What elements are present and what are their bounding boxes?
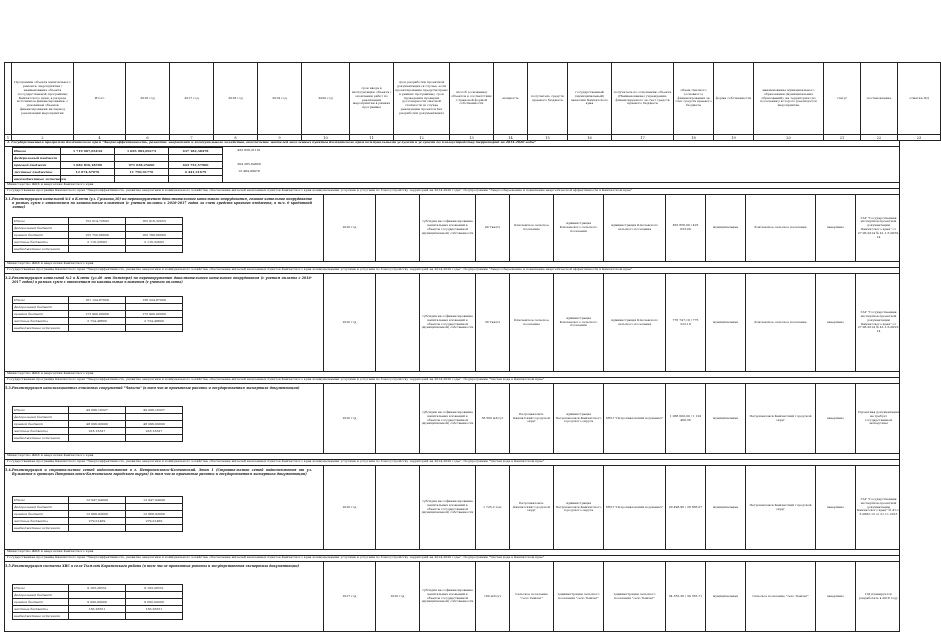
- project-year: 2016 год: [323, 466, 375, 549]
- fin-label: местные бюджеты: [13, 318, 69, 325]
- project-number: 5.3.: [5, 386, 12, 390]
- project-power: 100 м3/сут: [475, 562, 509, 631]
- project-customer: Администрация Ключевского сельского поселения: [553, 274, 603, 371]
- project-mo: Ключевское сельское поселение: [745, 274, 815, 371]
- finance-row: [13, 504, 183, 511]
- project-org: МУП "Петропавловский водоканал": [603, 384, 665, 453]
- fin-2016: 12 947,94049: [126, 497, 183, 504]
- fin-label: федеральный бюджет: [13, 504, 69, 511]
- fin-label: внебюджетные источники: [13, 613, 69, 620]
- project-power: 40 Гкал/ч: [475, 195, 509, 261]
- project-mo: Ключевское сельское поселение: [745, 195, 815, 261]
- fin-total: 163,26551: [69, 606, 126, 613]
- project-doc: ГАУ "Государственная экспертиза проектной документации Камчатского края" от 27.08.2014 № 41-1-5-0025-14: [855, 274, 901, 371]
- finance-row: [13, 421, 183, 428]
- project-number: 5.4.: [5, 468, 12, 472]
- program-finance-table: [12, 147, 223, 183]
- project-number: 3.1.: [5, 197, 12, 201]
- project-recipient: Сельское поселение "село Тымлат": [509, 562, 553, 631]
- fin-label: внебюджетные источники: [14, 177, 66, 181]
- project-org: Администрация Ключевского сельского поселения: [603, 195, 665, 261]
- subprogram-band: Государственная программа Камчатского края "Энергоэффективность, развитие энергетики и коммунального хозяйства, обеспечение жителей населенных пунктов Камчатского края коммунальными услугами и услугами по благоустройству территорий на 2014-2020 годы". Подпрограмма "Энергосбережение и повышение энергетической эффективности в Камчатском крае": [4, 268, 900, 274]
- project-status: завершено: [815, 274, 855, 371]
- project-5-3: [4, 384, 900, 454]
- project-finance-table: [12, 217, 183, 253]
- fin-label: местные бюджеты: [13, 606, 69, 613]
- fin-total: 918,16327: [69, 428, 126, 435]
- fin-total: 155 750,08000: [69, 232, 126, 239]
- header-col-10: способ (основание) объектов в соответствии с правовой формой собственности: [450, 63, 494, 135]
- fin-2016: 971 038,25660: [115, 162, 169, 169]
- project-3-1: [4, 195, 900, 262]
- finance-row: [13, 246, 183, 253]
- col-number: 15: [528, 135, 568, 141]
- finance-row: [13, 518, 183, 525]
- project-recipient: Ключевское сельское поселение: [509, 195, 553, 261]
- project-recipient: Ключевское сельское поселение: [509, 274, 553, 371]
- fin-total: 173 900,00000: [69, 311, 126, 318]
- project-sum: 776 747,19 / 775 222,19: [665, 274, 705, 371]
- project-customer: Администрация Петропавловск-Камчатского городского округа: [553, 384, 603, 453]
- fin-label: внебюджетные источники: [13, 246, 69, 253]
- fin-total: 12 947,94049: [69, 497, 126, 504]
- project-5-4: [4, 466, 900, 550]
- project-sum: 825 858,09 / 425 033,09: [665, 195, 705, 261]
- project-power: 30 Гкал/ч: [475, 274, 509, 371]
- project-org: Администрация сельского поселения "село Тымлат": [603, 562, 665, 631]
- col-number: 21: [824, 135, 861, 141]
- header-col-9: срок разработки проектной документации (в случае, если проектирование предусмотрено в рамках программы), срок проведения проверки достоверности сметной стоимости (в случае реализации проектов без разработки документации): [394, 63, 450, 135]
- fin-2017: 4 441,21679: [169, 169, 223, 176]
- fin-total: 9 163,26551: [69, 585, 126, 592]
- project-doc: ГАУ "Государственная экспертиза проектной документации Камчатского края" № 41-1-5-0082-13 от 21.11.2013: [855, 466, 901, 549]
- project-purpose: субсидия на софинансирование капитальных вложений в объекты государственной (муниципальной) собственности: [419, 274, 475, 371]
- fin-2018: 432 836,21101: [237, 148, 261, 152]
- fin-label: местные бюджеты: [13, 239, 69, 246]
- finance-row: [13, 318, 183, 325]
- fin-2016: 279,01469: [126, 518, 183, 525]
- fin-total: [69, 414, 126, 421]
- fin-2016: [126, 246, 183, 253]
- fin-2016: [126, 435, 183, 442]
- project-recipient: Петропавловск-Камчатский городской округ: [509, 384, 553, 453]
- header-col-1: Программы объекта капитального ремонта, мероприятия / наименование объекта (государственной программы) Камчатского края, в разрезе источников финансирования, с указанием объемов финансирования на период реализации мероприятия: [12, 63, 74, 135]
- finance-row: [13, 585, 183, 592]
- project-title: Реконструкция системы ХВС в селе Тымлат Карагинского района (в том числе проектные работы и государственная экспертиза документации): [12, 564, 300, 568]
- fin-label: Итого: [13, 407, 69, 414]
- project-finance-table: [12, 296, 183, 332]
- header-col-14: получатель по отношению объекта (Наименование) учреждения, финансируемого за счет средств краевого бюджета: [612, 63, 674, 135]
- fin-2016: [126, 592, 183, 599]
- project-year: 2017 год: [323, 562, 375, 631]
- finance-row: [13, 311, 183, 318]
- fin-2016: 163,26551: [126, 606, 183, 613]
- project-doc: ГАУ "Государственная экспертиза проектной документации Камчатского края" от 27.06.2014 № 41-1-5-0059-14: [855, 195, 901, 261]
- fin-2016: 165 916,32053: [126, 218, 183, 225]
- header-col-15: объем сметного (основного) финансирования за счет средств краевого бюджета: [674, 63, 714, 135]
- project-sum: 29 498,96 / 28 665,07: [665, 466, 705, 549]
- project-purpose: субсидия на софинансирование капитальных вложений в объекты государственной (муниципальной) собственности: [419, 466, 475, 549]
- fin-label: краевой бюджет: [13, 421, 69, 428]
- fin-2016: 12 668,92000: [126, 511, 183, 518]
- project-year2: [375, 384, 419, 453]
- project-title: Реконструкция котельной №1 в Ключи (ул. Гусакова,10) по перевооружению дополнительного котельного оборудования, газовое котельное оборудование в рамках сумм с отнесением на капитальные вложения (с учетом оплаты с 2016-2017 годов за счет средств краевого бюджета, в т.ч. 0 кредитной линии): [12, 197, 312, 210]
- col-number: 6: [126, 135, 170, 141]
- finance-row: [13, 606, 183, 613]
- finance-row: [13, 304, 183, 311]
- project-org: МУП "Петропавловский водоканал": [603, 466, 665, 549]
- header-num-cell: [5, 63, 12, 135]
- col-number: 8: [214, 135, 258, 141]
- project-customer: Администрация сельского поселения "село Тымлат": [553, 562, 603, 631]
- header-col-6: 2019 год: [258, 63, 302, 135]
- fin-total: 12 668,92000: [69, 511, 126, 518]
- fin-2016: [126, 504, 183, 511]
- fin-2018: 12 484,99978: [238, 169, 260, 173]
- fin-total: 12 074,67070: [61, 169, 115, 176]
- ministry-band: Министерство ЖКХ и энергетики Камчатского края: [4, 454, 900, 460]
- fin-total: [69, 304, 126, 311]
- fin-total: 2 724,48800: [69, 318, 126, 325]
- project-org: Администрация Ключевского сельского поселения: [603, 274, 665, 371]
- project-year2: [375, 274, 419, 371]
- project-sum: 1 068 000,00 / 1 120 466,36: [665, 384, 705, 453]
- finance-row: [13, 428, 183, 435]
- fin-label: Итого: [13, 218, 69, 225]
- project-title: Реконструкция котельной №2 в Ключи (ул.40 лет Октября) по перевооружению дополнительного котельного оборудования (с учетом оплаты с 2016-2017 годов) в рамках сумм с отнесением на капитальные вложения (с учетом оплаты): [12, 276, 312, 285]
- fin-label: внебюджетные источники: [13, 435, 69, 442]
- fin-2016: [126, 304, 183, 311]
- header-col-7: 2020 год: [302, 63, 350, 135]
- header-col-18: статус: [824, 63, 861, 135]
- budget-sheet: [4, 62, 929, 618]
- fin-total: [69, 592, 126, 599]
- header-col-4: 2017 год: [170, 63, 214, 135]
- header-col-2: Итого: [74, 63, 126, 135]
- project-form: муниципальная: [705, 195, 745, 261]
- fin-label: Итого: [13, 148, 61, 155]
- fin-total: [69, 325, 126, 332]
- finance-row: [13, 218, 183, 225]
- header-table: [4, 62, 941, 141]
- program-finance: [4, 147, 900, 183]
- fin-2016: 9 000,00000: [126, 599, 183, 606]
- fin-2017: 443 752,57960: [169, 162, 223, 169]
- fin-2018-column: [222, 147, 276, 175]
- header-col-19: постановление: [861, 63, 898, 135]
- project-mo: Сельское поселение "село Тымлат": [745, 562, 815, 631]
- project-customer: Администрация Ключевского сельского поселения: [553, 195, 603, 261]
- project-status: завершено: [815, 562, 855, 631]
- fin-label: местные бюджеты: [13, 518, 69, 525]
- finance-row: [13, 599, 183, 606]
- project-status: завершено: [815, 384, 855, 453]
- fin-label: федеральный бюджет: [13, 304, 69, 311]
- col-number: 7: [170, 135, 214, 141]
- project-year2: [375, 195, 419, 261]
- header-col-8: срок ввода в эксплуатацию объекта / окончания работ по реализации мероприятия в рамках программы: [350, 63, 394, 135]
- fin-2016: 918,16327: [126, 428, 183, 435]
- fin-label: краевой бюджет: [13, 511, 69, 518]
- project-form: муниципальная: [705, 562, 745, 631]
- fin-2016: [126, 325, 183, 332]
- fin-total: 1 682 816,18390: [61, 162, 115, 169]
- fin-2016: 48 096,00000: [126, 421, 183, 428]
- fin-label: федеральный бюджет: [13, 592, 69, 599]
- fin-total: 2 116,32693: [69, 239, 126, 246]
- ministry-band: Министерство ЖКХ и энергетики Камчатского края: [4, 372, 900, 378]
- fin-total: 1 719 907,05434: [61, 148, 115, 155]
- fin-label: краевой бюджет: [13, 232, 69, 239]
- fin-label: Итого: [13, 497, 69, 504]
- fin-label: федеральный бюджет: [13, 155, 61, 162]
- project-year: 2016 год: [323, 195, 375, 261]
- project-mo: Петропавловск-Камчатский городской округ: [745, 466, 815, 549]
- fin-2016: 9 163,26551: [126, 585, 183, 592]
- finance-row: [13, 613, 183, 620]
- fin-total: 48 096,00000: [69, 421, 126, 428]
- header-col-20: отметка ПД: [898, 63, 941, 135]
- fin-2016: 162 780,60000: [126, 232, 183, 239]
- project-finance-table: [12, 496, 183, 532]
- col-number: 23: [898, 135, 941, 141]
- fin-total: [69, 246, 126, 253]
- project-form: муниципальная: [705, 466, 745, 549]
- project-purpose: субсидия на софинансирование капитальных вложений в объекты государственной (муниципальной) собственности: [419, 562, 475, 631]
- fin-2016: [126, 225, 183, 232]
- fin-2016: 49 096,16327: [126, 407, 183, 414]
- project-mo: Петропавловск-Камчатский городской округ: [745, 384, 815, 453]
- fin-total: 279,01469: [69, 518, 126, 525]
- subprogram-band: Государственная программа Камчатского края "Энергоэффективность, развитие энергетики и коммунального хозяйства, обеспечение жителей населенных пунктов Камчатского края коммунальными услугами и услугами по благоустройству территорий на 2014-2020 годы". Подпрограмма "Чистая вода в Камчатском крае": [4, 556, 900, 562]
- finance-row: [13, 511, 183, 518]
- col-number: 16: [568, 135, 612, 141]
- fin-label: Итого: [13, 585, 69, 592]
- header-col-3: 2016 год: [126, 63, 170, 135]
- fin-2016: 173 900,00000: [126, 311, 183, 318]
- fin-label: Итого: [13, 297, 69, 304]
- header-col-17: наименование муниципального образования (муниципальных образований), на территории (по поселению) которого реализуется мероприятие: [754, 63, 824, 135]
- col-number: 22: [861, 135, 898, 141]
- project-status: завершено: [815, 466, 855, 549]
- fin-2016: 2 116,32693: [126, 239, 183, 246]
- project-5-5: [4, 562, 900, 632]
- finance-row: [13, 414, 183, 421]
- project-customer: Администрация Петропавловск-Камчатского городского округа: [553, 466, 603, 549]
- project-year: 2016 год: [323, 274, 375, 371]
- col-number: 19: [714, 135, 754, 141]
- col-number: 14: [494, 135, 528, 141]
- project-sum: 34 355,36 / 34 355,71: [665, 562, 705, 631]
- fin-label: внебюджетные источники: [13, 325, 69, 332]
- fin-total: 181 124,87009: [69, 297, 126, 304]
- fin-label: федеральный бюджет: [13, 225, 69, 232]
- col-number: 9: [258, 135, 302, 141]
- finance-row: [13, 435, 183, 442]
- ministry-band: Министерство ЖКХ и энергетики Камчатского края: [4, 262, 900, 268]
- fin-label: краевой бюджет: [13, 162, 61, 169]
- project-title: Реконструкция и строительство сетей водоснабжения в г. Петропавловск-Камчатский. Этап 1 (Строительство сетей водоснабжения от ул. Вулканная в границах Петропавловск-Камчатского городского округа) (в том числе проектные работы и государственная экспертиза документации): [12, 468, 312, 477]
- col-number: 13: [450, 135, 494, 141]
- project-form: муниципальная: [705, 274, 745, 371]
- fin-label: внебюджетные источники: [13, 525, 69, 532]
- fin-2016: [126, 613, 183, 620]
- project-doc: Проектная документация не требует государственной экспертизы: [855, 384, 901, 453]
- fin-2016: 1 065 983,09273: [115, 148, 169, 155]
- fin-2016: 138 224,87009: [126, 297, 183, 304]
- header-col-12: получатель средств краевого бюджета: [528, 63, 568, 135]
- ministry-band: Министерство ЖКХ и энергетики Камчатского края: [4, 183, 900, 189]
- fin-total: [69, 225, 126, 232]
- fin-label: местные бюджеты: [13, 169, 61, 176]
- subprogram-band: Государственная программа Камчатского края "Энергоэффективность, развитие энергетики и коммунального хозяйства, обеспечение жителей населенных пунктов Камчатского края коммунальными услугами и услугами по благоустройству территорий на 2014-2020 годы". Подпрограмма "Чистая вода в Камчатском крае": [4, 460, 900, 466]
- fin-total: [69, 435, 126, 442]
- project-finance-table: [12, 406, 183, 442]
- project-doc: ПД планируется разработать в 2016 году: [855, 562, 901, 631]
- project-purpose: субсидия на софинансирование капитальных вложений в объекты государственной (муниципальной) собственности: [419, 195, 475, 261]
- project-3-2: [4, 274, 900, 372]
- finance-row: [13, 225, 183, 232]
- col-number: 20: [754, 135, 824, 141]
- col-number: 1: [5, 135, 12, 141]
- project-number: 5.5.: [5, 564, 12, 568]
- fin-label: местные бюджеты: [13, 428, 69, 435]
- project-form: муниципальная: [705, 384, 745, 453]
- col-number: 12: [394, 135, 450, 141]
- project-status: завершено: [815, 195, 855, 261]
- fin-total: [69, 504, 126, 511]
- header-col-11: мощность: [494, 63, 528, 135]
- fin-total: 49 096,16327: [69, 407, 126, 414]
- fin-2017: 437 182,38478: [169, 148, 223, 155]
- program-band: 1. Государственная программа Камчатского края "Энергоэффективность, развитие энергетики и коммунального хозяйства, обеспечение жителей населенных пунктов Камчатского края коммунальными услугами и услугами по благоустройству территорий на 2014-2020 годы": [4, 141, 900, 147]
- subprogram-band: Государственная программа Камчатского края "Энергоэффективность, развитие энергетики и коммунального хозяйства, обеспечение жителей населенных пунктов Камчатского края коммунальными услугами и услугами по благоустройству территорий на 2014-2020 годы". Подпрограмма "Энергосбережение и повышение энергетической эффективности в Камчатском крае": [4, 189, 900, 195]
- project-power: 38 500 м3/сут: [475, 384, 509, 453]
- fin-2016: 2 724,48800: [126, 318, 183, 325]
- fin-label: краевой бюджет: [13, 599, 69, 606]
- header-col-13: государственный (муниципальный) заказчик Камчатского края: [568, 63, 612, 135]
- col-number: 18: [674, 135, 714, 141]
- project-year: 2016 год: [323, 384, 375, 453]
- fin-total: 152 014,72693: [69, 218, 126, 225]
- subprogram-band: Государственная программа Камчатского края "Энергоэффективность, развитие энергетики и коммунального хозяйства, обеспечение жителей населенных пунктов Камчатского края коммунальными услугами и услугами по благоустройству территорий на 2014-2020 годы". Подпрограмма "Чистая вода в Камчатском крае": [4, 378, 900, 384]
- project-finance-table: [12, 584, 183, 620]
- fin-total: [69, 613, 126, 620]
- project-purpose: субсидии на софинансирование капитальных вложений в объекты государственной (муниципальной) собственности: [419, 384, 475, 453]
- project-power: 1 725,2 п.м.: [475, 466, 509, 549]
- project-year2: 2016 год: [375, 562, 419, 631]
- col-number: 4: [74, 135, 126, 141]
- finance-row: [13, 592, 183, 599]
- project-number: 3.2.: [5, 276, 12, 280]
- fin-2016: 11 790,91776: [115, 169, 169, 176]
- ministry-band: Министерство ЖКХ и энергетики Камчатского края: [4, 550, 900, 556]
- fin-label: краевой бюджет: [13, 311, 69, 318]
- project-title: Реконструкция канализационных очистных сооружений "Чавыча" (в том числе проектные работы и государственная экспертиза документации): [12, 386, 300, 390]
- fin-2016: [126, 414, 183, 421]
- col-number: 11: [350, 135, 394, 141]
- fin-2018: 264 285,64800: [237, 162, 261, 166]
- project-recipient: Петропавловск-Камчатский городской округ: [509, 466, 553, 549]
- fin-2016: [126, 525, 183, 532]
- fin-total: [69, 525, 126, 532]
- fin-total: 9 000,00000: [69, 599, 126, 606]
- col-number: 17: [612, 135, 674, 141]
- finance-row: [13, 525, 183, 532]
- finance-row: [13, 239, 183, 246]
- col-number: 2: [12, 135, 74, 141]
- project-year2: [375, 466, 419, 549]
- finance-row: [13, 297, 183, 304]
- fin-label: федеральный бюджет: [13, 414, 69, 421]
- finance-row: [13, 232, 183, 239]
- header-col-16: форма собственности: [714, 63, 754, 135]
- col-number: 10: [302, 135, 350, 141]
- finance-row: [13, 407, 183, 414]
- finance-row: [13, 497, 183, 504]
- header-col-5: 2018 год: [214, 63, 258, 135]
- finance-row: [13, 325, 183, 332]
